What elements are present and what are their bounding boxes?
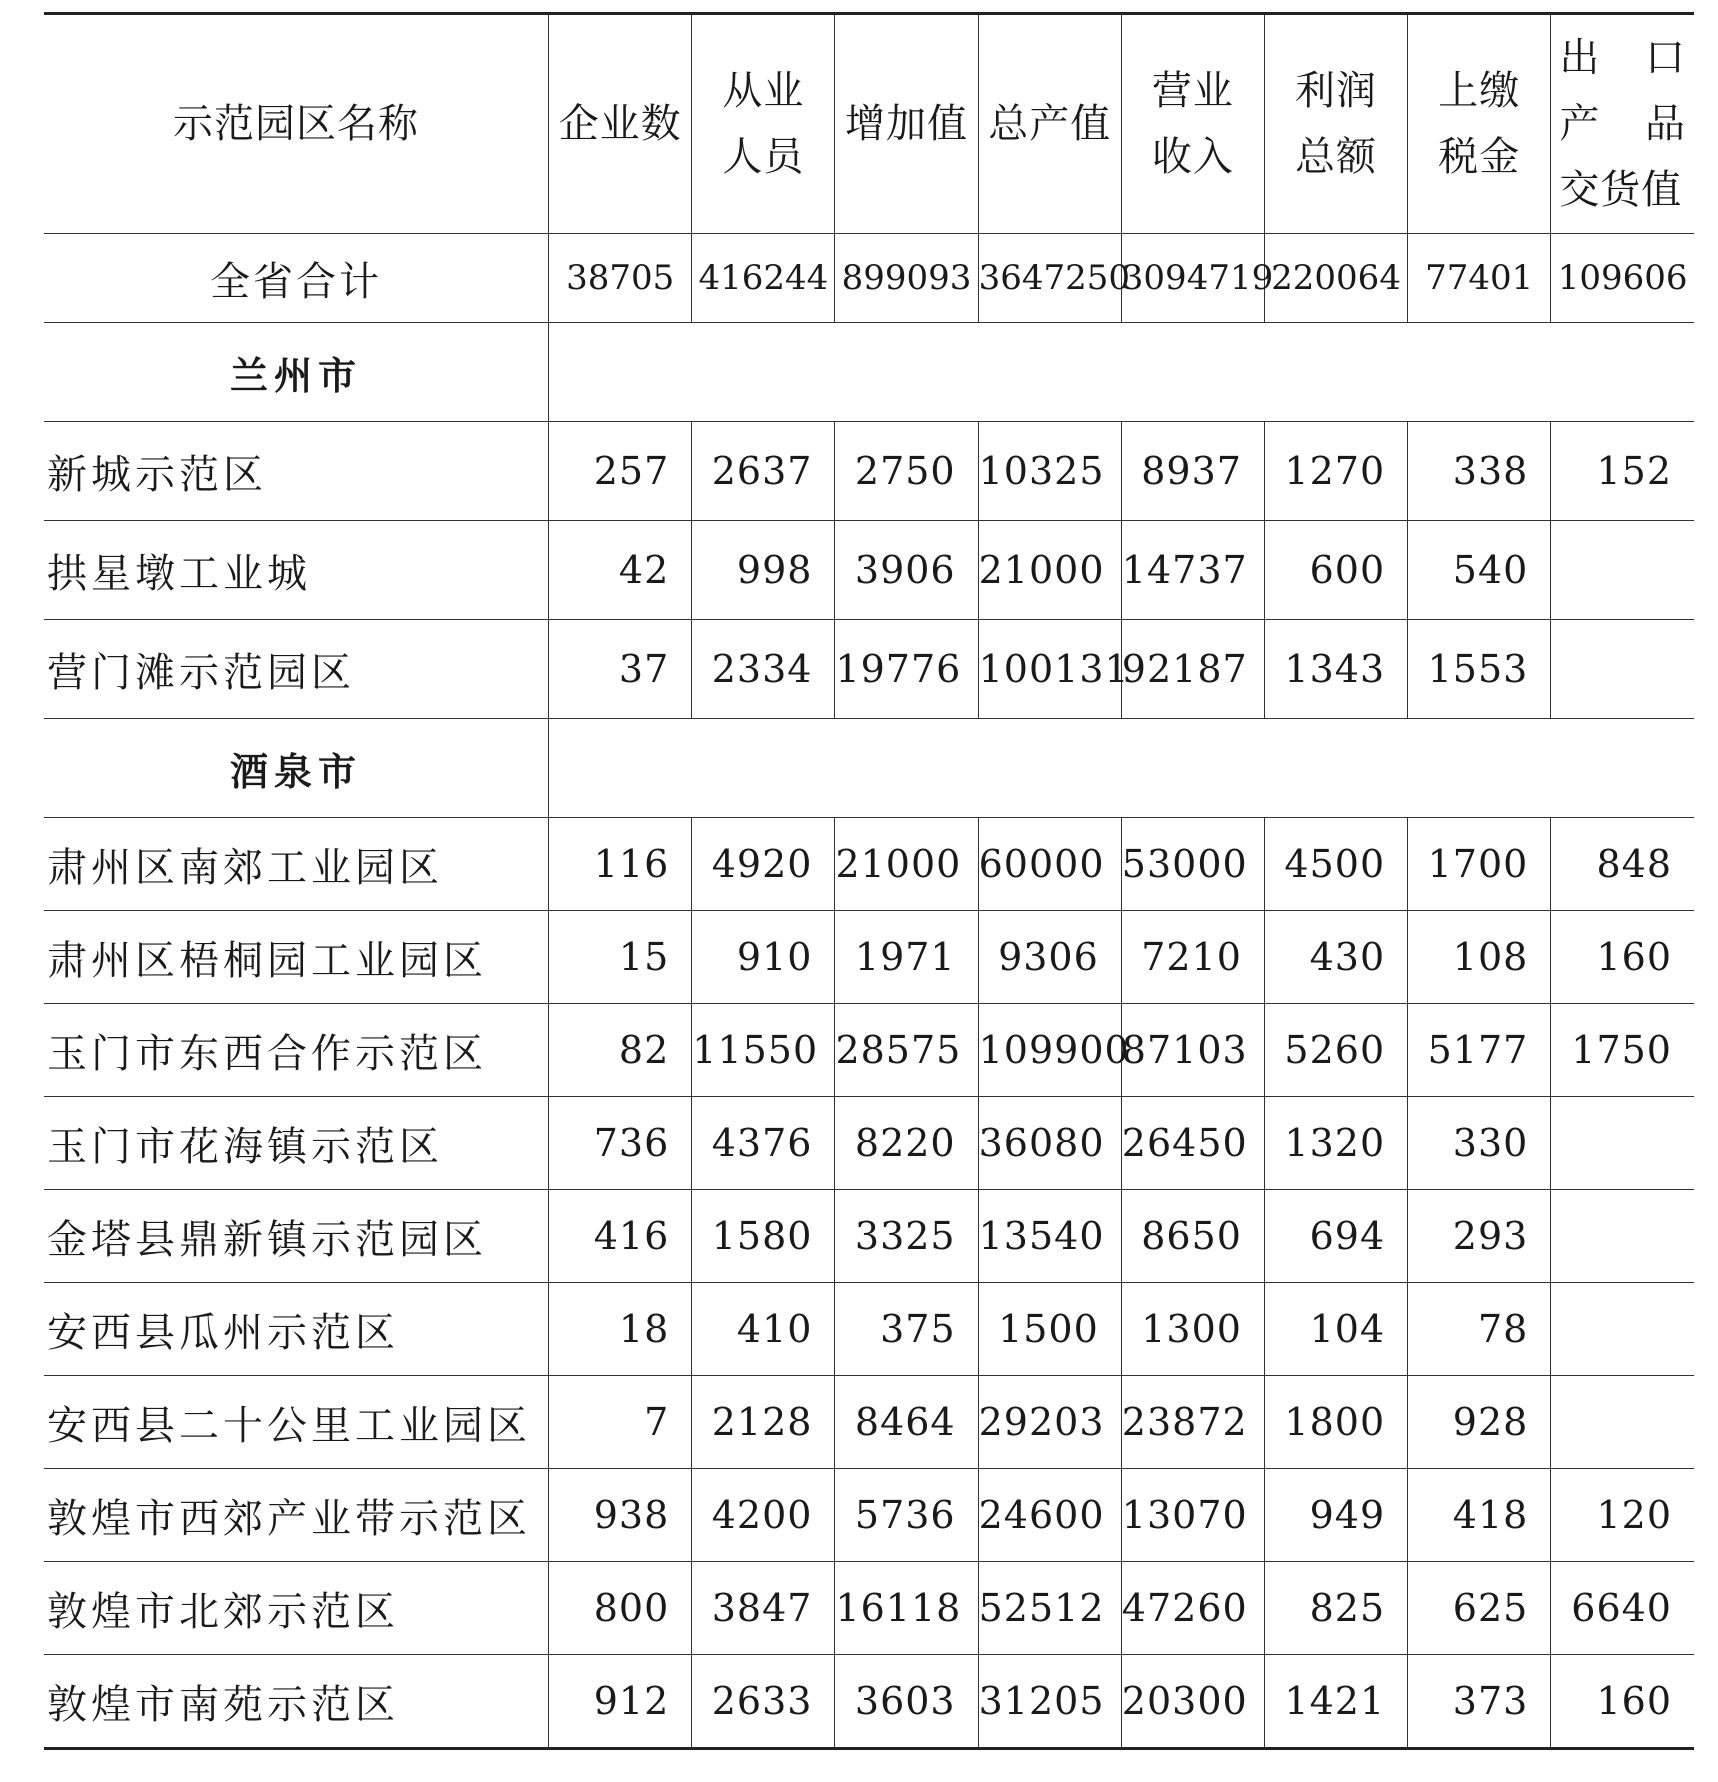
column-header-line: 人员 bbox=[722, 134, 805, 180]
table-body bbox=[44, 234, 1694, 1749]
column-header-text bbox=[1551, 25, 1694, 223]
table-row bbox=[44, 1376, 1694, 1469]
row-value: 998 bbox=[692, 521, 835, 620]
row-value: 26450 bbox=[1121, 1097, 1264, 1190]
column-header-line: 增加值 bbox=[845, 101, 969, 147]
row-value bbox=[1551, 1376, 1694, 1469]
row-value: 373 bbox=[1408, 1655, 1551, 1749]
group-title: 兰州市 bbox=[44, 323, 549, 422]
row-value: 330 bbox=[1408, 1097, 1551, 1190]
row-value: 2750 bbox=[835, 422, 978, 521]
row-value: 10325 bbox=[978, 422, 1121, 521]
table-row bbox=[44, 1190, 1694, 1283]
row-value: 3603 bbox=[835, 1655, 978, 1749]
park-name: 金塔县鼎新镇示范园区 bbox=[44, 1190, 549, 1283]
column-header-line: 营业 bbox=[1151, 68, 1234, 114]
row-value: 848 bbox=[1551, 818, 1694, 911]
row-value: 87103 bbox=[1121, 1004, 1264, 1097]
row-value: 2334 bbox=[692, 620, 835, 719]
row-value: 7210 bbox=[1121, 911, 1264, 1004]
total-value: 3094719 bbox=[1121, 234, 1264, 323]
group-title: 酒泉市 bbox=[44, 719, 549, 818]
table-row bbox=[44, 1562, 1694, 1655]
column-header-char: 品 bbox=[1645, 101, 1686, 147]
column-header bbox=[44, 14, 549, 234]
column-header-text bbox=[1122, 58, 1264, 190]
row-value: 912 bbox=[549, 1655, 692, 1749]
row-value: 15 bbox=[549, 911, 692, 1004]
row-value: 1971 bbox=[835, 911, 978, 1004]
row-value: 375 bbox=[835, 1283, 978, 1376]
row-value: 6640 bbox=[1551, 1562, 1694, 1655]
row-value: 625 bbox=[1408, 1562, 1551, 1655]
row-value: 47260 bbox=[1121, 1562, 1264, 1655]
park-name: 肃州区梧桐园工业园区 bbox=[44, 911, 549, 1004]
row-value: 31205 bbox=[978, 1655, 1121, 1749]
row-value: 949 bbox=[1264, 1469, 1407, 1562]
row-value: 5260 bbox=[1264, 1004, 1407, 1097]
row-value: 20300 bbox=[1121, 1655, 1264, 1749]
table-row bbox=[44, 620, 1694, 719]
row-value: 800 bbox=[549, 1562, 692, 1655]
row-value: 100131 bbox=[978, 620, 1121, 719]
column-header-line: 总产值 bbox=[988, 101, 1112, 147]
row-value: 1500 bbox=[978, 1283, 1121, 1376]
row-value: 82 bbox=[549, 1004, 692, 1097]
row-value: 8937 bbox=[1121, 422, 1264, 521]
total-value: 3647250 bbox=[978, 234, 1121, 323]
row-value: 109900 bbox=[978, 1004, 1121, 1097]
park-name: 拱星墩工业城 bbox=[44, 521, 549, 620]
header-row bbox=[44, 14, 1694, 234]
column-header-text bbox=[1408, 58, 1550, 190]
row-value: 3325 bbox=[835, 1190, 978, 1283]
column-header-text bbox=[549, 91, 691, 157]
table-row bbox=[44, 1097, 1694, 1190]
column-header-line: 总额 bbox=[1295, 134, 1378, 180]
total-value: 899093 bbox=[835, 234, 978, 323]
row-value: 410 bbox=[692, 1283, 835, 1376]
column-header bbox=[1551, 14, 1694, 234]
row-value: 13540 bbox=[978, 1190, 1121, 1283]
total-row bbox=[44, 234, 1694, 323]
column-header-text bbox=[1265, 58, 1407, 190]
group-blank-cell bbox=[549, 323, 1694, 422]
row-value bbox=[1551, 1283, 1694, 1376]
row-value: 1421 bbox=[1264, 1655, 1407, 1749]
row-value: 13070 bbox=[1121, 1469, 1264, 1562]
row-value: 28575 bbox=[835, 1004, 978, 1097]
column-header-line bbox=[1559, 91, 1686, 157]
column-header-char: 出 bbox=[1559, 35, 1601, 81]
column-header-line: 交货值 bbox=[1559, 167, 1683, 213]
column-header-text bbox=[692, 58, 834, 190]
row-value: 108 bbox=[1408, 911, 1551, 1004]
row-value: 37 bbox=[549, 620, 692, 719]
row-value: 1580 bbox=[692, 1190, 835, 1283]
column-header bbox=[835, 14, 978, 234]
table-row bbox=[44, 818, 1694, 911]
row-value: 1270 bbox=[1264, 422, 1407, 521]
column-header-line: 示范园区名称 bbox=[173, 101, 420, 147]
column-header-line: 企业数 bbox=[558, 101, 682, 147]
row-value: 14737 bbox=[1121, 521, 1264, 620]
row-value: 257 bbox=[549, 422, 692, 521]
row-value: 938 bbox=[549, 1469, 692, 1562]
table-header bbox=[44, 14, 1694, 234]
table-row bbox=[44, 1283, 1694, 1376]
row-value: 418 bbox=[1408, 1469, 1551, 1562]
row-value: 23872 bbox=[1121, 1376, 1264, 1469]
row-value: 52512 bbox=[978, 1562, 1121, 1655]
row-value: 416 bbox=[549, 1190, 692, 1283]
row-value bbox=[1551, 620, 1694, 719]
group-row bbox=[44, 719, 1694, 818]
row-value: 694 bbox=[1264, 1190, 1407, 1283]
column-header bbox=[1121, 14, 1264, 234]
row-value: 160 bbox=[1551, 1655, 1694, 1749]
row-value: 4500 bbox=[1264, 818, 1407, 911]
row-value: 60000 bbox=[978, 818, 1121, 911]
row-value: 104 bbox=[1264, 1283, 1407, 1376]
row-value: 2637 bbox=[692, 422, 835, 521]
row-value: 293 bbox=[1408, 1190, 1551, 1283]
row-value: 152 bbox=[1551, 422, 1694, 521]
table-container bbox=[44, 12, 1694, 1750]
row-value: 29203 bbox=[978, 1376, 1121, 1469]
column-header-text bbox=[979, 91, 1121, 157]
column-header-line: 利润 bbox=[1295, 68, 1378, 114]
row-value: 92187 bbox=[1121, 620, 1264, 719]
table-row bbox=[44, 1004, 1694, 1097]
row-value: 53000 bbox=[1121, 818, 1264, 911]
group-row bbox=[44, 323, 1694, 422]
total-value: 416244 bbox=[692, 234, 835, 323]
column-header-line: 税金 bbox=[1438, 134, 1521, 180]
row-value: 18 bbox=[549, 1283, 692, 1376]
row-value: 910 bbox=[692, 911, 835, 1004]
row-value: 1300 bbox=[1121, 1283, 1264, 1376]
park-name: 敦煌市北郊示范区 bbox=[44, 1562, 549, 1655]
row-value: 338 bbox=[1408, 422, 1551, 521]
row-value: 7 bbox=[549, 1376, 692, 1469]
table-row bbox=[44, 911, 1694, 1004]
column-header-text bbox=[835, 91, 977, 157]
row-value: 78 bbox=[1408, 1283, 1551, 1376]
table-row bbox=[44, 1469, 1694, 1562]
column-header bbox=[692, 14, 835, 234]
park-name: 玉门市花海镇示范区 bbox=[44, 1097, 549, 1190]
row-value bbox=[1551, 521, 1694, 620]
column-header bbox=[549, 14, 692, 234]
row-value: 2128 bbox=[692, 1376, 835, 1469]
row-value: 116 bbox=[549, 818, 692, 911]
row-value: 736 bbox=[549, 1097, 692, 1190]
total-value: 38705 bbox=[549, 234, 692, 323]
row-value: 1343 bbox=[1264, 620, 1407, 719]
column-header-line: 收入 bbox=[1151, 134, 1234, 180]
total-value: 77401 bbox=[1408, 234, 1551, 323]
row-value: 21000 bbox=[978, 521, 1121, 620]
row-value: 825 bbox=[1264, 1562, 1407, 1655]
row-value: 2633 bbox=[692, 1655, 835, 1749]
column-header bbox=[978, 14, 1121, 234]
row-value: 8220 bbox=[835, 1097, 978, 1190]
total-value: 109606 bbox=[1551, 234, 1694, 323]
row-value: 19776 bbox=[835, 620, 978, 719]
column-header-line: 从业 bbox=[722, 68, 805, 114]
row-value: 4376 bbox=[692, 1097, 835, 1190]
row-value: 3906 bbox=[835, 521, 978, 620]
row-value: 11550 bbox=[692, 1004, 835, 1097]
row-value: 4920 bbox=[692, 818, 835, 911]
row-value: 4200 bbox=[692, 1469, 835, 1562]
row-value: 21000 bbox=[835, 818, 978, 911]
group-blank-cell bbox=[549, 719, 1694, 818]
park-name: 安西县瓜州示范区 bbox=[44, 1283, 549, 1376]
park-name: 新城示范区 bbox=[44, 422, 549, 521]
row-value: 36080 bbox=[978, 1097, 1121, 1190]
row-value: 8650 bbox=[1121, 1190, 1264, 1283]
row-value: 5177 bbox=[1408, 1004, 1551, 1097]
row-value: 1553 bbox=[1408, 620, 1551, 719]
row-value: 8464 bbox=[835, 1376, 978, 1469]
column-header-line bbox=[1559, 25, 1686, 91]
row-value bbox=[1551, 1097, 1694, 1190]
row-value: 540 bbox=[1408, 521, 1551, 620]
column-header bbox=[1264, 14, 1407, 234]
row-value: 120 bbox=[1551, 1469, 1694, 1562]
park-name: 敦煌市南苑示范区 bbox=[44, 1655, 549, 1749]
row-value: 9306 bbox=[978, 911, 1121, 1004]
row-value: 600 bbox=[1264, 521, 1407, 620]
row-value: 1320 bbox=[1264, 1097, 1407, 1190]
park-name: 肃州区南郊工业园区 bbox=[44, 818, 549, 911]
park-statistics-table bbox=[44, 12, 1694, 1750]
column-header-char: 产 bbox=[1559, 101, 1601, 147]
row-value bbox=[1551, 1190, 1694, 1283]
park-name: 敦煌市西郊产业带示范区 bbox=[44, 1469, 549, 1562]
park-name: 安西县二十公里工业园区 bbox=[44, 1376, 549, 1469]
row-value: 928 bbox=[1408, 1376, 1551, 1469]
row-value: 1800 bbox=[1264, 1376, 1407, 1469]
row-value: 24600 bbox=[978, 1469, 1121, 1562]
table-row bbox=[44, 1655, 1694, 1749]
total-value: 220064 bbox=[1264, 234, 1407, 323]
row-value: 3847 bbox=[692, 1562, 835, 1655]
column-header-char: 口 bbox=[1645, 35, 1686, 81]
row-value: 42 bbox=[549, 521, 692, 620]
table-row bbox=[44, 521, 1694, 620]
row-value: 160 bbox=[1551, 911, 1694, 1004]
row-value: 1750 bbox=[1551, 1004, 1694, 1097]
table-row bbox=[44, 422, 1694, 521]
row-value: 16118 bbox=[835, 1562, 978, 1655]
column-header-text bbox=[44, 91, 548, 157]
row-value: 5736 bbox=[835, 1469, 978, 1562]
park-name: 营门滩示范园区 bbox=[44, 620, 549, 719]
column-header-line: 上缴 bbox=[1438, 68, 1521, 114]
park-name: 玉门市东西合作示范区 bbox=[44, 1004, 549, 1097]
total-label: 全省合计 bbox=[44, 234, 549, 323]
row-value: 1700 bbox=[1408, 818, 1551, 911]
column-header bbox=[1408, 14, 1551, 234]
row-value: 430 bbox=[1264, 911, 1407, 1004]
